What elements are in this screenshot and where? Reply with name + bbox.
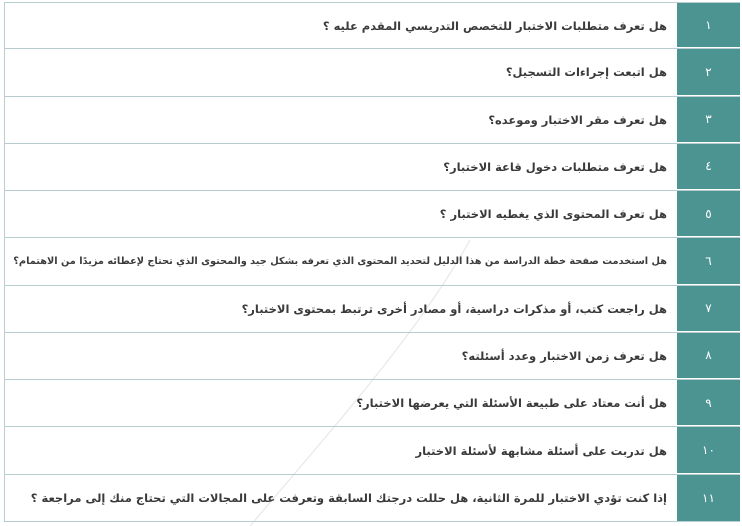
table-row <box>5 333 740 380</box>
question-number: ٢ <box>677 49 740 95</box>
question-number: ٦ <box>677 238 740 284</box>
question-text: هل تعرف متطلبات دخول قاعة الاختبار؟ <box>443 159 667 174</box>
question-number: ١١ <box>677 475 740 521</box>
question-number: ٥ <box>677 191 740 237</box>
table-row <box>5 144 740 191</box>
question-text: هل تعرف متطلبات الاختبار للتخصص التدريسي المقدم عليه ؟ <box>322 18 667 33</box>
table-row <box>5 475 740 522</box>
question-text: هل تدربت على أسئلة مشابهة لأسئلة الاختبار <box>415 443 667 458</box>
question-text: هل استخدمت صفحة خطة الدراسة من هذا الدليل لتحديد المحتوى الذي تعرفه بشكل جيد والمحتوى الذي تحتاج لإعطائه مزيدًا من الاهتمام؟ <box>13 255 667 267</box>
table-row <box>5 427 740 474</box>
question-number: ٩ <box>677 380 740 426</box>
table-row <box>5 2 740 49</box>
table-row <box>5 97 740 144</box>
question-text: هل تعرف زمن الاختبار وعدد أسئلته؟ <box>461 348 667 363</box>
table-row <box>5 238 740 285</box>
question-number: ٧ <box>677 286 740 332</box>
question-text: هل راجعت كتب، أو مذكرات دراسية، أو مصادر أخرى ترتبط بمحتوى الاختبار؟ <box>241 301 667 316</box>
question-text: هل اتبعت إجراءات التسجيل؟ <box>505 65 667 80</box>
table-row <box>5 380 740 427</box>
question-number: ١٠ <box>677 427 740 473</box>
question-text: هل تعرف المحتوى الذي يغطيه الاختبار ؟ <box>439 207 667 222</box>
question-number: ١ <box>677 3 740 48</box>
question-text: هل أنت معتاد على طبيعة الأسئلة التي يعرضها الاختبار؟ <box>356 396 667 411</box>
question-text: إذا كنت تؤدي الاختبار للمرة الثانية، هل حللت درجتك السابقة وتعرفت على المجالات التي تحتاج منك إلى مراجعة ؟ <box>30 490 667 505</box>
question-number: ٨ <box>677 333 740 379</box>
table-row <box>5 191 740 238</box>
table-row <box>5 49 740 96</box>
question-text: هل تعرف مقر الاختبار وموعده؟ <box>488 112 667 127</box>
question-number: ٤ <box>677 144 740 190</box>
question-number: ٣ <box>677 97 740 143</box>
table-row <box>5 286 740 333</box>
checklist-table <box>4 2 740 522</box>
